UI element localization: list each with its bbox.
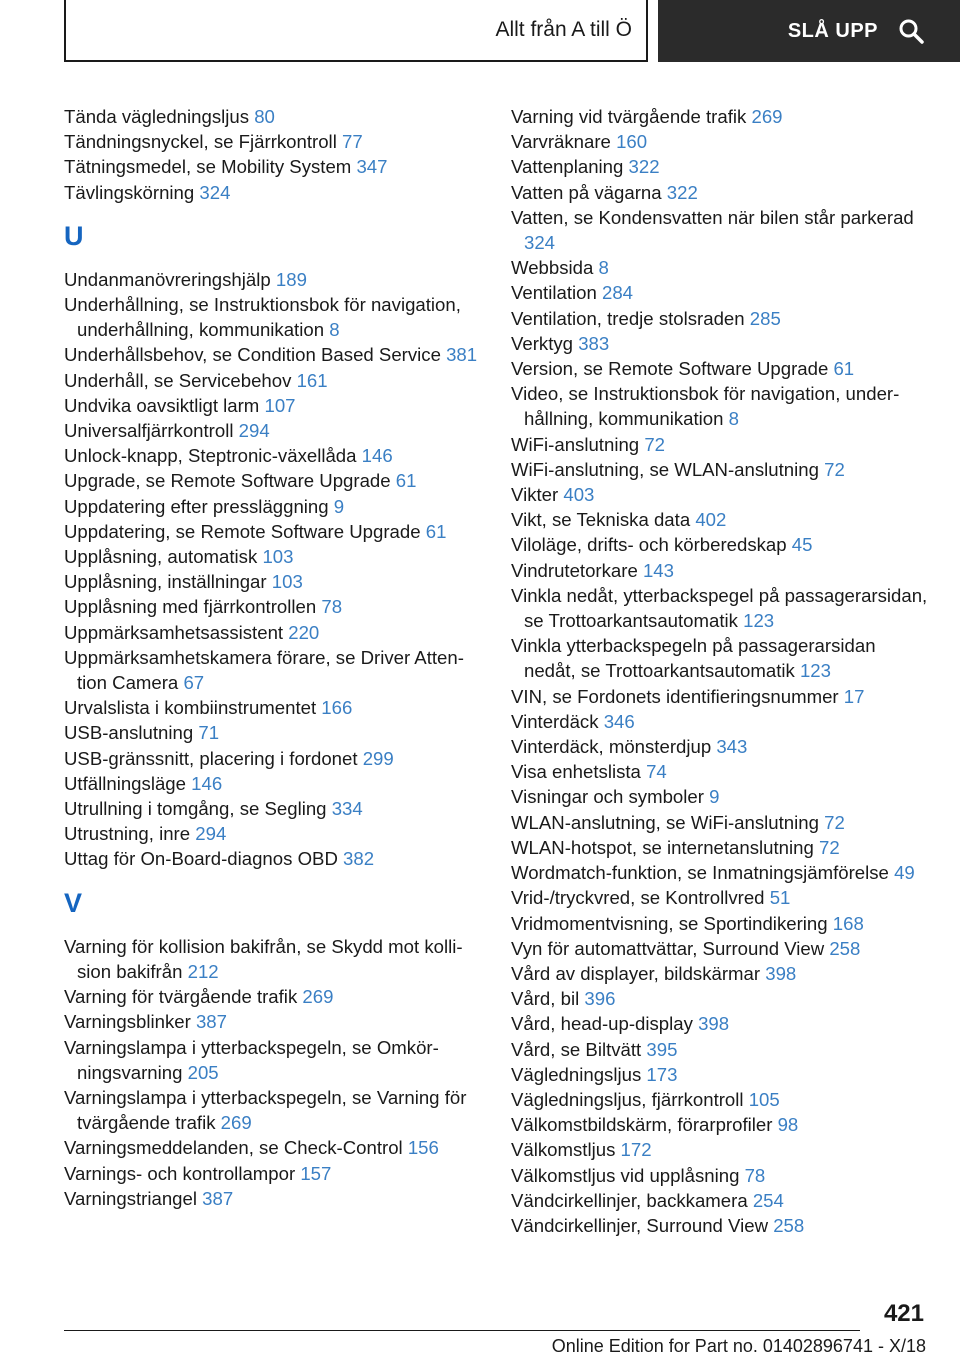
page-reference-link[interactable]: 324 xyxy=(199,181,231,203)
index-entry xyxy=(511,709,931,734)
index-entry-text: Välkomstljus vid upplåsning xyxy=(511,1164,740,1186)
index-entry-text: Vinkla nedåt, ytterbackspegel på passagerarsidan, se Trottoarkantsautomatik xyxy=(511,584,928,632)
index-entry xyxy=(511,129,931,154)
index-entry xyxy=(64,1186,484,1211)
index-entry xyxy=(511,532,931,557)
index-entry xyxy=(511,885,931,910)
page-reference-link[interactable]: 322 xyxy=(666,181,698,203)
index-entry xyxy=(511,1137,931,1162)
page-reference-link[interactable]: 49 xyxy=(894,862,915,884)
page-reference-link[interactable]: 67 xyxy=(183,672,205,694)
page-reference-link[interactable]: 347 xyxy=(356,156,388,178)
index-entry xyxy=(511,684,931,709)
search-tab-button[interactable] xyxy=(658,0,960,62)
page-reference-link[interactable]: 8 xyxy=(728,408,739,430)
index-entry-text: Version, se Remote Software Upgrade xyxy=(511,358,829,380)
page-reference-link[interactable]: 156 xyxy=(407,1137,439,1159)
index-entry xyxy=(64,746,484,771)
page-reference-link[interactable]: 17 xyxy=(843,685,865,707)
page-reference-link[interactable]: 269 xyxy=(220,1112,252,1134)
index-entry-text: Ventilation xyxy=(511,282,597,304)
page-reference-link[interactable]: 72 xyxy=(644,433,665,455)
page-reference-link[interactable]: 72 xyxy=(824,458,845,480)
page-reference-link[interactable]: 220 xyxy=(288,621,320,643)
index-entry xyxy=(64,519,484,544)
index-entry-text: Varning för tvärgående trafik xyxy=(64,986,298,1008)
index-entry-text: Upplåsning, automatisk xyxy=(64,546,258,568)
index-entry xyxy=(511,255,931,280)
index-entry-text: USB-gränssnitt, placering i fordonet xyxy=(64,747,358,769)
index-entry xyxy=(64,418,484,443)
index-entry-text: USB-anslutning xyxy=(64,722,194,744)
index-entry-text: WLAN-anslutning, se WiFi-anslutning xyxy=(511,811,819,833)
index-entry xyxy=(511,911,931,936)
index-entry xyxy=(64,468,484,493)
page-reference-link[interactable]: 143 xyxy=(642,559,674,581)
index-entry xyxy=(64,645,484,695)
index-entry-text: Uppdatering, se Remote Software Upgrade xyxy=(64,520,421,542)
index-entry-text: Underhåll, se Servicebehov xyxy=(64,369,292,391)
index-entry xyxy=(511,1112,931,1137)
page-reference-link[interactable]: 146 xyxy=(191,772,223,794)
index-entry xyxy=(511,633,931,683)
index-entry-text: Välkomstljus xyxy=(511,1139,616,1161)
page-reference-link[interactable]: 77 xyxy=(342,131,363,153)
index-entry-text: Varvräknare xyxy=(511,131,611,153)
page-reference-link[interactable]: 398 xyxy=(698,1013,730,1035)
index-entry-text: Universalfjärrkontroll xyxy=(64,420,234,442)
index-entry-text: Välkomstbildskärm, förarprofiler xyxy=(511,1114,773,1136)
index-entry-text: Varningsblinker xyxy=(64,1011,191,1033)
index-entry-text: Tätningsmedel, se Mobility System xyxy=(64,156,352,178)
page-reference-link[interactable]: 80 xyxy=(254,106,275,127)
index-entry xyxy=(511,734,931,759)
tab-a-to-z-label: Allt från A till Ö xyxy=(495,18,632,41)
index-entry xyxy=(511,1087,931,1112)
page-reference-link[interactable]: 45 xyxy=(791,534,813,556)
index-entry-text: Visa enhetslista xyxy=(511,761,641,783)
page-reference-link[interactable]: 78 xyxy=(321,596,343,618)
index-entry-text: WiFi-anslutning xyxy=(511,433,640,455)
index-entry-text: Webbsida xyxy=(511,257,594,279)
page-reference-link[interactable]: 123 xyxy=(743,610,775,632)
index-entry xyxy=(64,720,484,745)
index-entry xyxy=(64,129,484,154)
page-reference-link[interactable]: 346 xyxy=(603,710,635,732)
page-reference-link[interactable]: 395 xyxy=(646,1038,678,1060)
index-entry xyxy=(64,1009,484,1034)
index-entry xyxy=(64,104,484,129)
index-entry-text: Varningslampa i ytterbackspegeln, se Omkörningsvarning xyxy=(64,1036,439,1083)
index-entry-text: Uppmärksamhetskamera förare, se Driver Attention Camera xyxy=(64,646,464,694)
page-reference-link[interactable]: 103 xyxy=(271,571,303,593)
tab-a-to-z[interactable] xyxy=(64,0,648,62)
page-reference-link[interactable]: 294 xyxy=(238,420,270,442)
index-entry-text: Urvalslista i kombiinstrumentet xyxy=(64,697,317,719)
page-reference-link[interactable]: 74 xyxy=(646,761,667,783)
page-reference-link[interactable]: 8 xyxy=(329,319,340,341)
index-entry xyxy=(64,846,484,871)
index-entry-text: Verktyg xyxy=(511,332,574,354)
index-entry xyxy=(511,936,931,961)
index-entry xyxy=(511,810,931,835)
index-section-letter: U xyxy=(64,220,84,251)
index-entry-text: Video, se Instruktionsbok för navigation, underhållning, kommunikation xyxy=(511,383,900,430)
index-entry xyxy=(64,984,484,1009)
index-entry xyxy=(511,1188,931,1213)
index-entry-text: Vinterdäck xyxy=(511,710,599,732)
index-entry xyxy=(511,457,931,482)
page-reference-link[interactable]: 299 xyxy=(362,747,394,769)
index-entry xyxy=(511,180,931,205)
page-reference-link[interactable]: 172 xyxy=(620,1139,652,1161)
index-entry xyxy=(511,280,931,305)
index-entry-text: Underhållning, se Instruktionsbok för navigation, underhållning, kommunikation xyxy=(64,294,461,341)
page-reference-link[interactable]: 61 xyxy=(395,470,417,492)
index-entry-text: Tända vägledningsljus xyxy=(64,106,250,127)
page-reference-link[interactable]: 398 xyxy=(765,962,797,984)
index-entry-text: Vikter xyxy=(511,484,559,506)
index-entry-text: Visningar och symboler xyxy=(511,786,704,808)
index-entry xyxy=(511,961,931,986)
page-reference-link[interactable]: 284 xyxy=(601,282,634,304)
index-entry-text: Varning för kollision bakifrån, se Skydd mot kollision bakifrån xyxy=(64,935,463,982)
page-reference-link[interactable]: 343 xyxy=(716,736,748,758)
index-entry-text: Utfällningsläge xyxy=(64,772,186,794)
index-entry xyxy=(511,507,931,532)
index-entry-text: Vyn för automattvättar, Surround View xyxy=(511,937,825,959)
index-entry xyxy=(64,544,484,569)
page-reference-link[interactable]: 381 xyxy=(446,344,478,366)
page-reference-link[interactable]: 61 xyxy=(425,520,447,542)
index-entry xyxy=(511,356,931,381)
index-entry xyxy=(511,558,931,583)
search-icon xyxy=(898,18,924,44)
index-entry-text: Vård, se Biltvätt xyxy=(511,1038,642,1060)
page-reference-link[interactable]: 322 xyxy=(628,156,660,178)
index-entry xyxy=(64,620,484,645)
page-reference-link[interactable]: 161 xyxy=(296,369,328,391)
index-entry xyxy=(511,759,931,784)
index-entry-text: Vård av displayer, bildskärmar xyxy=(511,962,761,984)
index-entry-text: Uttag för On-Board-diagnos OBD xyxy=(64,848,338,870)
page-reference-link[interactable]: 72 xyxy=(824,811,845,833)
page-reference-link[interactable]: 387 xyxy=(195,1011,227,1033)
index-entry-text: Ventilation, tredje stolsraden xyxy=(511,307,745,329)
index-entry xyxy=(64,569,484,594)
index-entry-text: Viloläge, drifts- och körberedskap xyxy=(511,534,787,556)
index-entry xyxy=(511,331,931,356)
index-entry xyxy=(64,267,484,292)
index-entry xyxy=(64,1085,484,1135)
index-entry-text: Vridmomentvisning, se Sportindikering xyxy=(511,912,828,934)
index-entry xyxy=(64,342,484,367)
index-entry xyxy=(64,594,484,619)
index-entry-text: Vägledningsljus xyxy=(511,1063,642,1085)
index-entry xyxy=(511,482,931,507)
page-reference-link[interactable]: 107 xyxy=(264,394,296,416)
page-reference-link[interactable]: 123 xyxy=(799,660,831,682)
page-reference-link[interactable]: 71 xyxy=(198,722,220,744)
index-entry xyxy=(511,104,931,129)
index-entry xyxy=(511,986,931,1011)
index-entry xyxy=(511,1062,931,1087)
page-reference-link[interactable]: 9 xyxy=(709,786,720,808)
index-entry-text: Varningslampa i ytterbackspegeln, se Varning för tvärgående trafik xyxy=(64,1086,467,1134)
index-entry-text: Vård, head-up-display xyxy=(511,1013,693,1035)
index-entry xyxy=(64,771,484,796)
index-entry-text: Vrid-/tryckvred, se Kontrollvred xyxy=(511,887,765,909)
index-entry xyxy=(64,695,484,720)
index-entry-text: Vägledningsljus, fjärrkontroll xyxy=(511,1088,744,1110)
page-reference-link[interactable]: 146 xyxy=(361,445,393,467)
index-entry-text: Vatten på vägarna xyxy=(511,181,662,203)
page-reference-link[interactable]: 396 xyxy=(584,988,616,1010)
index-entry xyxy=(64,796,484,821)
index-entry-text: Vinkla ytterbackspegeln på passagerarsidan nedåt, se Trottoarkantsautomatik xyxy=(511,635,876,682)
index-entry xyxy=(511,154,931,179)
page-reference-link[interactable]: 205 xyxy=(187,1061,219,1083)
index-entry xyxy=(511,1011,931,1036)
index-entry-text: VIN, se Fordonets identifieringsnummer xyxy=(511,685,839,707)
index-entry-text: Vändcirkellinjer, Surround View xyxy=(511,1214,769,1236)
header xyxy=(0,0,960,66)
page-reference-link[interactable]: 294 xyxy=(195,823,227,845)
index-entry xyxy=(64,393,484,418)
index-entry-text: Uppmärksamhetsassistent xyxy=(64,621,284,643)
index-entry-text: Vinterdäck, mönsterdjup xyxy=(511,736,712,758)
index-entry-text: Varningstriangel xyxy=(64,1187,197,1209)
index-entry xyxy=(64,934,484,984)
index-entry xyxy=(64,1161,484,1186)
index-entry xyxy=(64,292,484,342)
index-entry-text: Underhållsbehov, se Condition Based Service xyxy=(64,344,441,366)
index-entry xyxy=(511,205,931,255)
index-section-letter: V xyxy=(64,887,83,918)
index-entry xyxy=(511,860,931,885)
index-entry xyxy=(64,821,484,846)
page-reference-link[interactable]: 258 xyxy=(773,1214,805,1236)
page-reference-link[interactable]: 160 xyxy=(616,131,648,153)
footer-edition-text: Online Edition for Part no. 01402896741 - X/18 xyxy=(551,1336,926,1356)
page-reference-link[interactable]: 383 xyxy=(578,332,610,354)
index-entry xyxy=(64,1035,484,1085)
index-entry-text: WLAN-hotspot, se internetanslutning xyxy=(511,836,814,858)
index-entry-text: Undanmanövreringshjälp xyxy=(64,268,271,290)
index-entry-text: WiFi-anslutning, se WLAN-anslutning xyxy=(511,458,819,480)
page-reference-link[interactable]: 334 xyxy=(331,798,363,820)
index-entry-text: Upplåsning, inställningar xyxy=(64,571,267,593)
page-reference-link[interactable]: 166 xyxy=(321,697,353,719)
index-column-left xyxy=(64,104,484,1211)
index-entry xyxy=(64,1135,484,1160)
index-entry-text: Varning vid tvärgående trafik xyxy=(511,106,747,127)
index-entry xyxy=(511,432,931,457)
index-entry xyxy=(64,443,484,468)
index-entry-text: Wordmatch-funktion, se Inmatningsjämförelse xyxy=(511,862,889,884)
page-reference-link[interactable]: 403 xyxy=(563,484,595,506)
index-entry-text: Utrustning, inre xyxy=(64,823,191,845)
index-entry xyxy=(64,494,484,519)
index-entry-text: Varnings- och kontrollampor xyxy=(64,1162,296,1184)
footer-divider xyxy=(64,1330,860,1331)
page-reference-link[interactable]: 254 xyxy=(752,1189,784,1211)
index-entry-text: Varningsmeddelanden, se Check-Control xyxy=(64,1137,403,1159)
index-entry-text: Undvika oavsiktligt larm xyxy=(64,394,260,416)
index-entry-text: Vikt, se Tekniska data xyxy=(511,509,691,531)
page-reference-link[interactable]: 168 xyxy=(832,912,864,934)
index-column-right xyxy=(511,104,931,1238)
index-entry-text: Upplåsning med fjärrkontrollen xyxy=(64,596,317,618)
index-entry xyxy=(511,1213,931,1238)
page-reference-link[interactable]: 258 xyxy=(829,937,861,959)
index-entry-text: Vändcirkellinjer, backkamera xyxy=(511,1189,748,1211)
page-reference-link[interactable]: 78 xyxy=(744,1164,766,1186)
index-entry-text: Vattenplaning xyxy=(511,156,624,178)
page-reference-link[interactable]: 72 xyxy=(819,836,840,858)
index-entry-text: Tändningsnyckel, se Fjärrkontroll xyxy=(64,131,337,153)
index-entry xyxy=(511,306,931,331)
index-entry-text: Vindrutetorkare xyxy=(511,559,638,581)
index-entry-text: Upgrade, se Remote Software Upgrade xyxy=(64,470,391,492)
page-reference-link[interactable]: 157 xyxy=(300,1162,332,1184)
index-entry-text: Tävlingskörning xyxy=(64,181,195,203)
index-entry xyxy=(511,835,931,860)
page-reference-link[interactable]: 103 xyxy=(262,546,294,568)
page-reference-link[interactable]: 8 xyxy=(598,257,609,279)
page-reference-link[interactable]: 269 xyxy=(751,106,783,127)
page-reference-link[interactable]: 324 xyxy=(524,232,556,254)
index-entry xyxy=(511,381,931,431)
page-reference-link[interactable]: 51 xyxy=(769,887,791,909)
index-entry xyxy=(64,154,484,179)
index-entry-text: Utrullning i tomgång, se Segling xyxy=(64,798,327,820)
index-entry xyxy=(511,784,931,809)
index-entry xyxy=(64,368,484,393)
index-entry xyxy=(64,180,484,205)
page-reference-link[interactable]: 285 xyxy=(749,307,781,329)
page-number: 421 xyxy=(883,1300,924,1327)
index-entry-text: Uppdatering efter pressläggning xyxy=(64,495,329,517)
search-tab-label: SLÅ UPP xyxy=(787,19,878,42)
index-entry-text: Vård, bil xyxy=(511,988,580,1010)
index-entry xyxy=(511,1037,931,1062)
page-reference-link[interactable]: 387 xyxy=(202,1187,234,1209)
page-reference-link[interactable]: 105 xyxy=(748,1088,780,1110)
page-reference-link[interactable]: 61 xyxy=(833,358,855,380)
page-reference-link[interactable]: 402 xyxy=(695,509,727,531)
page-reference-link[interactable]: 189 xyxy=(275,268,307,290)
page-reference-link[interactable]: 173 xyxy=(646,1063,678,1085)
page-reference-link[interactable]: 98 xyxy=(777,1114,799,1136)
page-reference-link[interactable]: 9 xyxy=(333,495,345,517)
index-entry xyxy=(511,583,931,633)
index-entry xyxy=(511,1163,931,1188)
page-reference-link[interactable]: 269 xyxy=(302,986,334,1008)
page-reference-link[interactable]: 212 xyxy=(187,960,219,982)
index-entry-text: Unlock-knapp, Steptronic-växellåda xyxy=(64,445,357,467)
page-reference-link[interactable]: 382 xyxy=(343,848,375,870)
index-entry-text: Vatten, se Kondensvatten när bilen står parkerad xyxy=(511,206,914,228)
